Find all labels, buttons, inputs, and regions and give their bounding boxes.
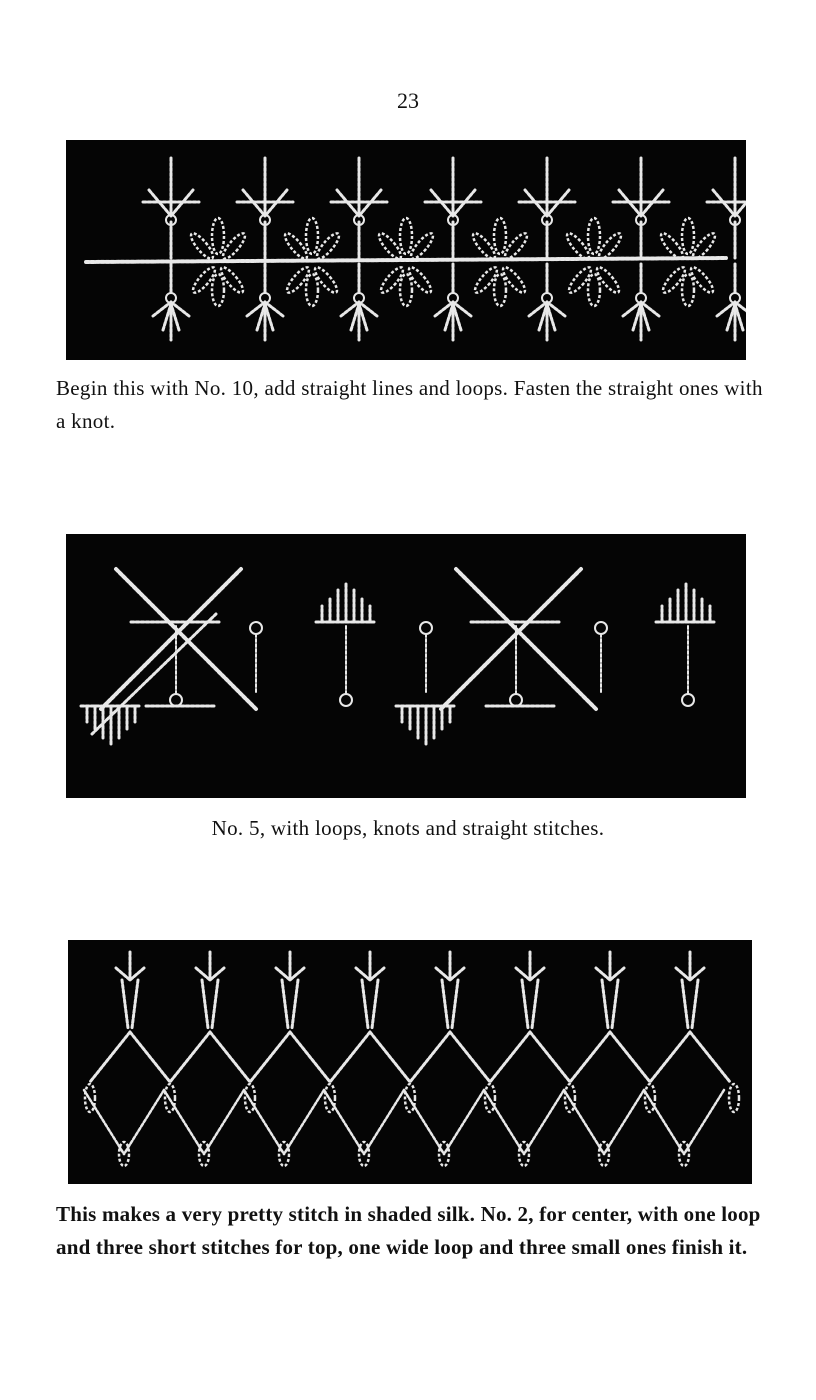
leaf-stitch [212,274,224,306]
plate-2-caption: No. 5, with loops, knots and straight stitches. [211,816,605,840]
stitch-pattern-1-illustration [66,140,746,360]
page-number: 23 [397,88,419,113]
leaf-stitch [729,1084,739,1112]
stitch-line [436,968,450,980]
stitch-line [610,968,624,980]
stitch-line [444,1090,484,1154]
stitch-line [202,980,208,1028]
leaf-stitch [588,218,600,254]
stitch-line [130,1032,170,1082]
stitch-line [324,1090,364,1154]
stitch-line [116,569,256,709]
stitch-line [442,980,448,1028]
stitch-line [196,968,210,980]
leaf-stitch [596,231,624,262]
stitch-line [404,1090,444,1154]
leaf-stitch [314,231,342,262]
stitch-line [276,968,290,980]
stitch-line [250,1032,290,1082]
stitch-line [532,980,538,1028]
loop-stitch [170,694,182,706]
stitch-line [564,1090,604,1154]
loop-stitch [682,694,694,706]
stitch-line [530,968,544,980]
stitch-line [290,1032,330,1082]
stitch-line [690,968,704,980]
stitch-line [682,980,688,1028]
stitch-line [362,980,368,1028]
stitch-line [490,1032,530,1082]
stitch-line [604,1090,644,1154]
loop-stitch [340,694,352,706]
stitch-line [292,980,298,1028]
leaf-stitch [212,218,224,254]
leaf-stitch [494,274,506,306]
loop-stitch [510,694,522,706]
embroidery-plate-2 [66,534,746,798]
stitch-line [596,968,610,980]
leaf-stitch [588,274,600,306]
loop-stitch [250,622,262,634]
stitch-line [244,1090,284,1154]
stitch-line [116,968,130,980]
stitch-line [516,968,530,980]
leaf-stitch [400,218,412,254]
stitch-line [170,1032,210,1082]
stitch-line [132,980,138,1028]
stitch-line [692,980,698,1028]
stitch-line [210,968,224,980]
stitch-line [610,1032,650,1082]
stitch-line [690,1032,730,1082]
stitch-line [84,1090,124,1154]
stitch-line [612,980,618,1028]
stitch-line [450,968,464,980]
leaf-stitch [306,218,318,254]
stitch-line [204,1090,244,1154]
stitch-line [86,258,726,262]
stitch-line [372,980,378,1028]
stitch-line [570,1032,610,1082]
stitch-line [370,1032,410,1082]
loop-stitch [595,622,607,634]
leaf-stitch [494,218,506,254]
stitch-line [441,569,581,709]
stitch-line [282,980,288,1028]
stitch-line [164,1090,204,1154]
stitch-line [370,968,384,980]
stitch-line [124,1090,164,1154]
stitch-line [484,1090,524,1154]
stitch-line [90,1032,130,1082]
leaf-stitch [408,231,436,262]
leaf-stitch [682,274,694,306]
stitch-line [122,980,128,1028]
stitch-pattern-3-illustration [68,940,752,1184]
stitch-line [101,569,241,709]
stitch-line [644,1090,684,1154]
leaf-stitch [502,231,530,262]
stitch-line [212,980,218,1028]
stitch-line [522,980,528,1028]
stitch-line [290,968,304,980]
embroidery-plate-3 [68,940,752,1184]
stitch-line [684,1090,724,1154]
stitch-line [130,968,144,980]
stitch-line [356,968,370,980]
stitch-line [452,980,458,1028]
plate-3-caption: This makes a very pretty stitch in shaded silk. No. 2, for center, with one loop and three short stitches for top, one wide loop and three small ones finish it. [56,1202,761,1259]
stitch-line [330,1032,370,1082]
leaf-stitch [400,274,412,306]
stitch-line [364,1090,404,1154]
leaf-stitch [306,274,318,306]
leaf-stitch [220,231,248,262]
stitch-line [602,980,608,1028]
loop-stitch [420,622,432,634]
stitch-line [450,1032,490,1082]
stitch-line [210,1032,250,1082]
stitch-line [676,968,690,980]
stitch-line [456,569,596,709]
stitch-line [650,1032,690,1082]
stitch-line [530,1032,570,1082]
stitch-line [524,1090,564,1154]
stitch-line [410,1032,450,1082]
embroidery-plate-1 [66,140,746,360]
plate-1-caption: Begin this with No. 10, add straight lines and loops. Fasten the straight ones with a knot. [56,376,763,433]
stitch-pattern-2-illustration [66,534,746,798]
leaf-stitch [682,218,694,254]
stitch-line [284,1090,324,1154]
stitch-line [92,614,216,734]
